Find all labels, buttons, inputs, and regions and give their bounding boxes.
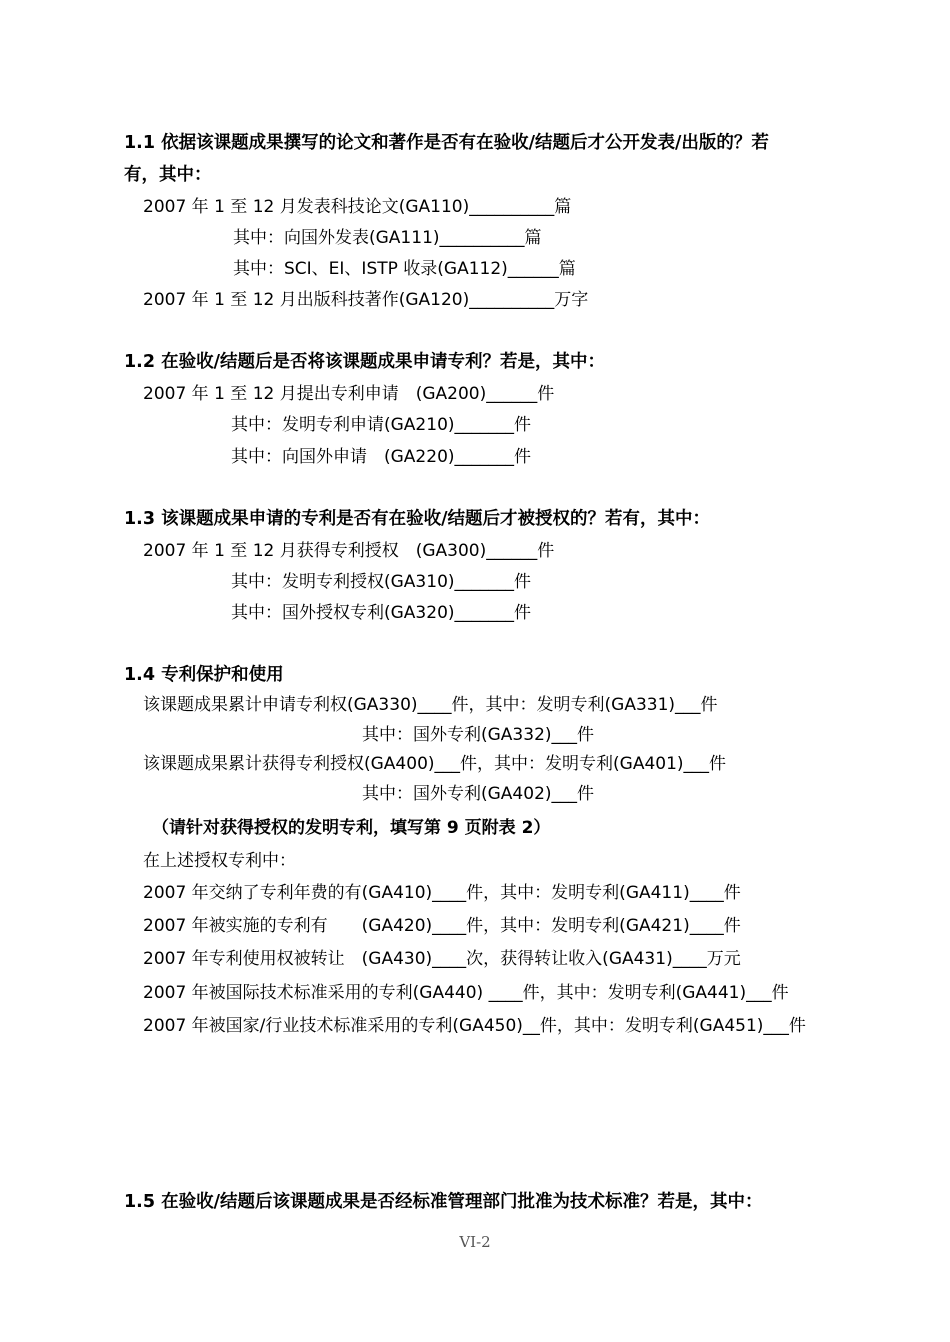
- s1-3-item: 其中：发明专利授权(GA310)_______件: [231, 572, 532, 592]
- s1-4-stat: 2007 年被国际技术标准采用的专利(GA440) ____件，其中：发明专利(GA441)___件: [143, 983, 789, 1003]
- s1-4-item: 其中：国外专利(GA402)___件: [362, 784, 595, 804]
- s1-4-intro: 在上述授权专利中：: [143, 851, 296, 871]
- s1-3-item: 2007 年 1 至 12 月获得专利授权 (GA300)______件: [143, 541, 555, 561]
- s1-4-item: 其中：国外专利(GA332)___件: [362, 725, 595, 745]
- s1-2-item: 2007 年 1 至 12 月提出专利申请 (GA200)______件: [143, 384, 555, 404]
- s1-1-item: 其中：SCI、EI、ISTP 收录(GA112)______篇: [233, 259, 576, 279]
- s1-4-item: 该课题成果累计获得专利授权(GA400)___件，其中：发明专利(GA401)___件: [143, 754, 727, 774]
- s1-4-item: 该课题成果累计申请专利权(GA330)____件，其中：发明专利(GA331)___件: [143, 695, 718, 715]
- s1-2-item: 其中：向国外申请 (GA220)_______件: [231, 447, 532, 467]
- section-1-4-heading: 1.4 专利保护和使用: [124, 665, 284, 685]
- s1-4-stat: 2007 年专利使用权被转让 (GA430)____次，获得转让收入(GA431)____万元: [143, 949, 741, 969]
- s1-4-stat: 2007 年被国家/行业技术标准采用的专利(GA450)__件，其中：发明专利(GA451)___件: [143, 1016, 806, 1036]
- appendix-note: （请针对获得授权的发明专利，填写第 9 页附表 2）: [152, 818, 551, 838]
- s1-4-stat: 2007 年被实施的专利有 (GA420)____件，其中：发明专利(GA421)____件: [143, 916, 741, 936]
- section-1-5-heading: 1.5 在验收/结题后该课题成果是否经标准管理部门批准为技术标准？若是，其中：: [124, 1192, 763, 1212]
- section-1-2-heading: 1.2 在验收/结题后是否将该课题成果申请专利？若是，其中：: [124, 352, 605, 372]
- s1-1-item: 2007 年 1 至 12 月发表科技论文(GA110)__________篇: [143, 197, 572, 217]
- s1-1-item: 2007 年 1 至 12 月出版科技著作(GA120)__________万字: [143, 290, 589, 310]
- s1-3-item: 其中：国外授权专利(GA320)_______件: [231, 603, 532, 623]
- s1-4-stat: 2007 年交纳了专利年费的有(GA410)____件，其中：发明专利(GA411)____件: [143, 883, 741, 903]
- page-number: VI-2: [459, 1233, 491, 1251]
- section-1-1-heading-line1: 1.1 依据该课题成果撰写的论文和著作是否有在验收/结题后才公开发表/出版的？若: [124, 133, 769, 153]
- section-1-1-heading-line2: 有，其中：: [124, 165, 212, 185]
- s1-2-item: 其中：发明专利申请(GA210)_______件: [231, 415, 532, 435]
- s1-1-item: 其中：向国外发表(GA111)__________篇: [233, 228, 542, 248]
- section-1-3-heading: 1.3 该课题成果申请的专利是否有在验收/结题后才被授权的？若有，其中：: [124, 509, 710, 529]
